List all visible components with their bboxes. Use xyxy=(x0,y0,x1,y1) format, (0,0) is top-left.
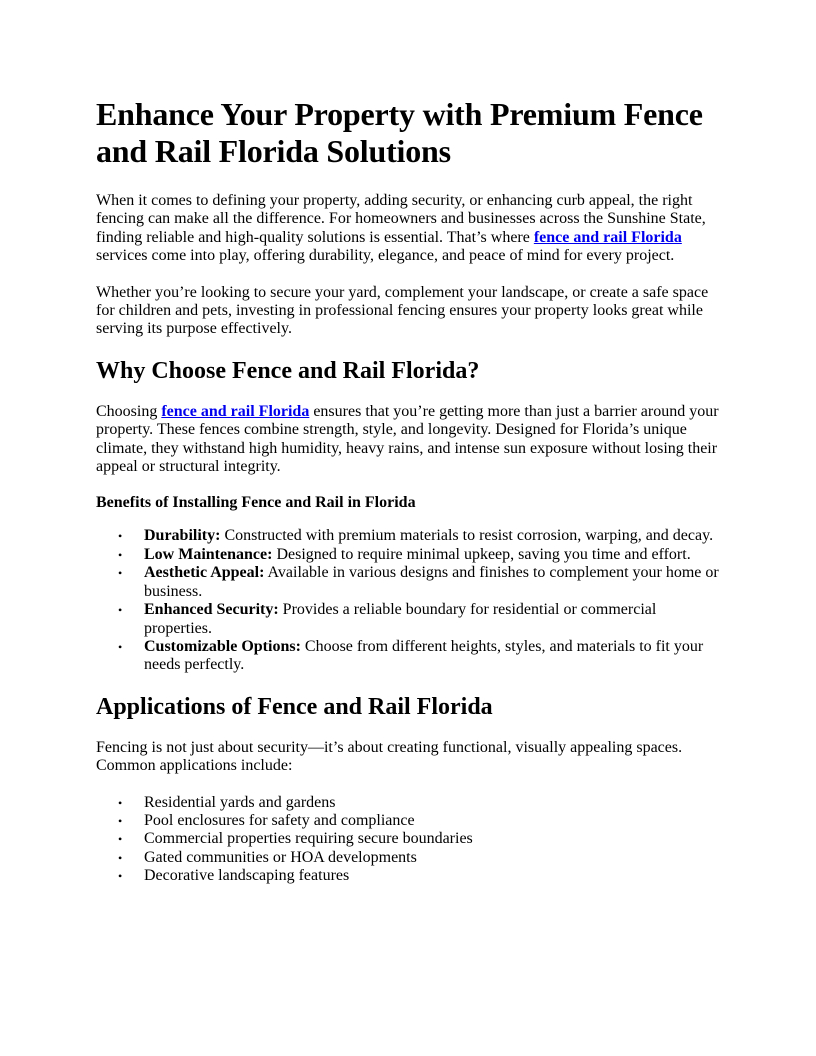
why-text-start: Choosing xyxy=(96,402,162,420)
benefit-label: Customizable Options: xyxy=(144,637,301,655)
benefit-text: Constructed with premium materials to resist corrosion, warping, and decay. xyxy=(220,527,714,545)
benefit-label: Durability: xyxy=(144,527,221,545)
application-text: Commercial properties requiring secure boundaries xyxy=(144,830,473,848)
list-item xyxy=(118,793,720,812)
benefit-label: Aesthetic Appeal: xyxy=(144,564,265,582)
why-text-end: ensures that you’re getting more than just a barrier around your property. These fences combine strength, style, and longevity. Designed for Florida’s unique climate, they withstand high humidity, heavy rains, and intense sun exposure without losing their appeal or structural integrity. xyxy=(96,402,719,476)
application-text: Decorative landscaping features xyxy=(144,867,350,885)
list-item xyxy=(118,637,720,675)
list-item xyxy=(118,830,720,848)
benefits-list xyxy=(96,527,720,674)
bullet-icon: • xyxy=(118,639,123,654)
bullet-icon: • xyxy=(118,869,123,884)
intro-text-end: services come into play, offering durability, elegance, and peace of mind for every project. xyxy=(96,247,675,265)
bullet-icon: • xyxy=(118,813,123,828)
benefit-text: Designed to require minimal upkeep, saving you time and effort. xyxy=(272,545,691,563)
intro-paragraph-2: Whether you’re looking to secure your yard, complement your landscape, or create a safe space for children and pets, investing in professional fencing ensures your property looks great while serving its purpose effectively. xyxy=(96,283,709,338)
list-item xyxy=(118,527,720,545)
list-item xyxy=(118,811,720,830)
applications-list xyxy=(96,794,720,886)
application-text: Gated communities or HOA developments xyxy=(144,848,417,866)
intro-paragraph-1 xyxy=(96,192,720,266)
page-title: Enhance Your Property with Premium Fence and Rail Florida Solutions xyxy=(96,96,703,169)
bullet-icon: • xyxy=(118,547,123,562)
list-item xyxy=(118,848,720,867)
benefit-label: Low Maintenance: xyxy=(144,545,273,563)
intro-text-start: When it comes to defining your property, adding security, or enhancing curb appeal, the right fencing can make all the difference. For homeowners and businesses across the Sunshine State, finding reliable and high-quality solutions is essential. That’s where xyxy=(96,192,706,246)
bullet-icon: • xyxy=(118,832,123,847)
benefit-text: Choose from different heights, styles, and materials to fit your needs perfectly. xyxy=(144,637,704,674)
benefit-text: Available in various designs and finishes to complement your home or business. xyxy=(144,564,719,600)
application-text: Pool enclosures for safety and compliance xyxy=(144,811,415,829)
applications-paragraph: Fencing is not just about security—it’s about creating functional, visually appealing spaces. Common applications include: xyxy=(96,738,683,775)
bullet-icon: • xyxy=(118,529,123,544)
list-item xyxy=(118,545,720,564)
benefit-label: Enhanced Security: xyxy=(144,601,279,619)
bullet-icon: • xyxy=(118,850,123,865)
why-choose-paragraph xyxy=(96,403,720,477)
fence-and-rail-link[interactable]: fence and rail Florida xyxy=(161,402,310,420)
benefits-heading: Benefits of Installing Fence and Rail in Florida xyxy=(96,494,416,512)
list-item xyxy=(118,564,720,601)
list-item xyxy=(118,867,720,885)
applications-heading: Applications of Fence and Rail Florida xyxy=(96,693,493,720)
application-text: Residential yards and gardens xyxy=(144,793,336,811)
why-choose-heading: Why Choose Fence and Rail Florida? xyxy=(96,357,480,384)
benefit-text: Provides a reliable boundary for residential or commercial properties. xyxy=(144,601,657,637)
bullet-icon: • xyxy=(118,795,123,810)
fence-and-rail-link[interactable]: fence and rail Florida xyxy=(533,228,682,246)
list-item xyxy=(118,601,720,638)
bullet-icon: • xyxy=(118,603,123,618)
bullet-icon: • xyxy=(118,566,123,581)
